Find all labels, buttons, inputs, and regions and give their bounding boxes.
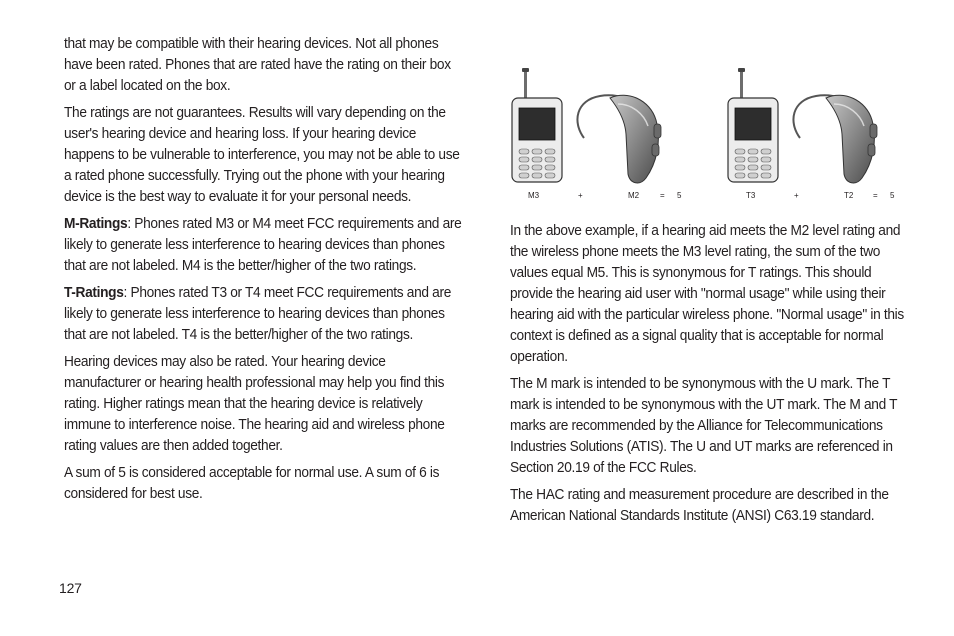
m-ratings-text: : Phones rated M3 or M4 meet FCC requirements and are likely to generate less interference to hearing devices than phones that are not labeled. M4 is the better/higher of the two ratings. bbox=[64, 216, 462, 274]
t-ratings-text: : Phones rated T3 or T4 meet FCC requirements and are likely to generate less interference to hearing devices than phones that are not labeled. T4 is the better/higher of the two ratings. bbox=[64, 285, 452, 343]
hearing-aid-illustration-left bbox=[577, 95, 661, 183]
paragraph-t-ratings bbox=[64, 283, 463, 346]
sum-value-right: 5 bbox=[890, 191, 895, 200]
hearing-aid-illustration-right bbox=[793, 95, 877, 183]
paragraph-marks: The M mark is intended to be synonymous with the U mark. The T mark is intended to be synonymous with the UT mark. The M and T marks are recommended by the Alliance for Telecommunications Industries Solutions (ATIS). The U and UT marks are referenced in Section 20.19 of the FCC Rules. bbox=[510, 376, 897, 476]
paragraph-m-ratings bbox=[64, 214, 463, 277]
right-column bbox=[510, 221, 908, 533]
plus-sign-left: + bbox=[578, 191, 583, 200]
sum-value-left: 5 bbox=[677, 191, 682, 200]
rating-illustration bbox=[500, 60, 910, 210]
m-ratings-term: M-Ratings bbox=[64, 216, 128, 232]
phone-rating-label-left: M3 bbox=[528, 191, 540, 200]
paragraph-hearing-devices: Hearing devices may also be rated. Your hearing device manufacturer or hearing health professional may help you find this rating. Higher ratings mean that the hearing device is relatively immune to interference noise. The hearing aid and wireless phone rating values are then added together. bbox=[64, 354, 445, 454]
left-column bbox=[64, 34, 462, 511]
t-ratings-term: T-Ratings bbox=[64, 285, 124, 301]
phone-illustration-left bbox=[512, 68, 562, 182]
phone-rating-label-right: T3 bbox=[746, 191, 756, 200]
aid-rating-label-left: M2 bbox=[628, 191, 640, 200]
paragraph-guarantees: The ratings are not guarantees. Results will vary depending on the user's hearing device and hearing loss. If your hearing device happens to be vulnerable to interference, you may not be able to use a rated phone successfully. Trying out the phone with your hearing device is the best way to evaluate it for your personal needs. bbox=[64, 105, 460, 205]
equals-sign-right: = bbox=[873, 191, 878, 200]
paragraph-compatibility: that may be compatible with their hearing devices. Not all phones have been rated. Phones that are rated have the rating on their box or a label located on the box. bbox=[64, 36, 451, 94]
aid-rating-label-right: T2 bbox=[844, 191, 854, 200]
phone-illustration-right bbox=[728, 68, 778, 182]
rating-illustration-graphic bbox=[500, 60, 910, 210]
paragraph-sum: A sum of 5 is considered acceptable for normal use. A sum of 6 is considered for best use. bbox=[64, 465, 440, 502]
equals-sign-left: = bbox=[660, 191, 665, 200]
page-number: 127 bbox=[59, 580, 82, 596]
paragraph-example: In the above example, if a hearing aid meets the M2 level rating and the wireless phone meets the M3 level rating, the sum of the two values equal M5. This is synonymous for T ratings. This should provide the hearing aid user with "normal usage" while using their hearing aid with the particular wireless phone. "Normal usage" in this context is defined as a signal quality that is acceptable for normal operation. bbox=[510, 223, 904, 365]
plus-sign-right: + bbox=[794, 191, 799, 200]
paragraph-standard: The HAC rating and measurement procedure are described in the American National Standards Institute (ANSI) C63.19 standard. bbox=[510, 487, 889, 524]
